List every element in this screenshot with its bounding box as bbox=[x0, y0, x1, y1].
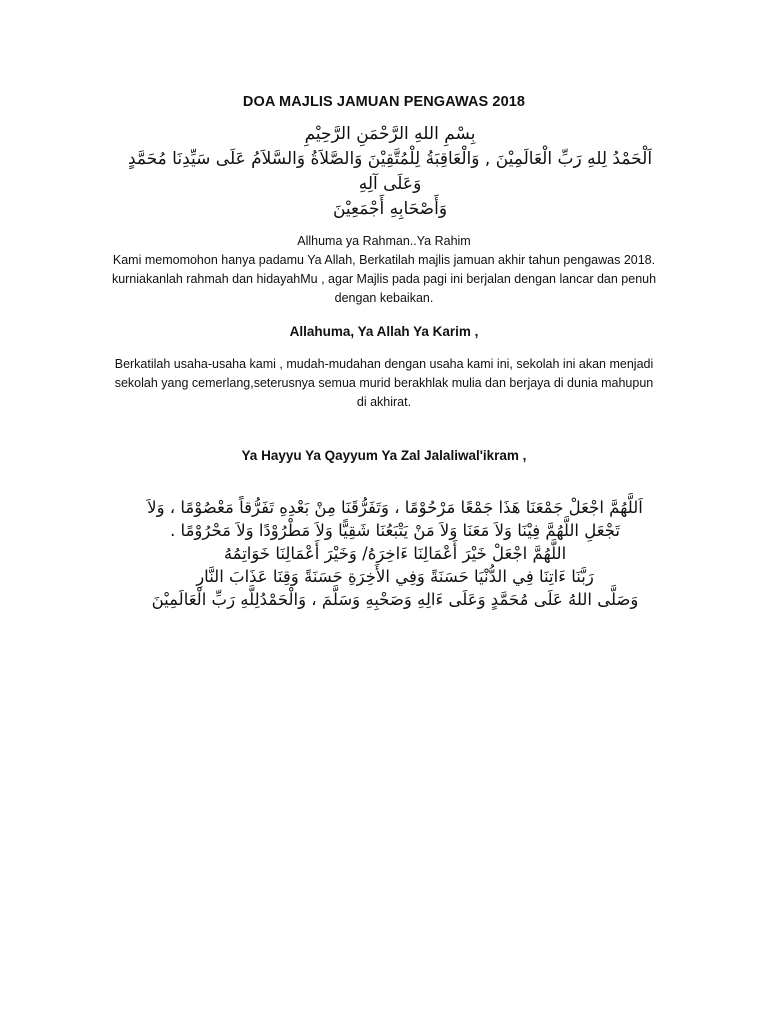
paragraph-line: sekolah yang cemerlang,seterusnya semua murid berakhlak mulia dan berjaya di dunia mahupun bbox=[114, 376, 654, 390]
heading-allahuma: Allahuma, Ya Allah Ya Karim , bbox=[289, 324, 479, 339]
document-title: DOA MAJLIS JAMUAN PENGAWAS 2018 bbox=[242, 94, 526, 110]
paragraph-line: Kami memomohon hanya padamu Ya Allah, Berkatilah majlis jamuan akhir tahun pengawas 2018. bbox=[112, 253, 656, 267]
paragraph-line: dengan kebaikan. bbox=[334, 291, 434, 305]
arabic-closing-line: وَصَلَّى اللهُ عَلَى مُحَمَّدٍ وَعَلَى ءَالِهِ وَصَحْبِهِ وَسَلَّمَ ، وَالْحَمْدُلِلَّهِ رَبِّ الْعَالَمِيْنَ bbox=[151, 590, 639, 609]
arabic-closing-line: اللَّهُمَّ اجْعَلْ خَيْرَ أَعْمَالِنَا ءَاخِرَهُ/ وَخَيْرَ أَعْمَالِنَا خَوَاتِمُهُ bbox=[223, 544, 567, 563]
arabic-opening-line: وَعَلَى آلِهِ bbox=[358, 174, 422, 194]
arabic-closing-line: رَبَّنَا ءَاتِنَا فِي الدُّنْيَا حَسَنَةً وَفِي الأَخِرَةِ حَسَنَةً وَقِنَا عَذَابَ النَّارِ bbox=[196, 567, 594, 586]
arabic-closing-line: اَللَّهُمَّ اجْعَلْ جَمْعَنَا هَذَا جَمْعًا مَرْحُوْمًا ، وَتَفَرُّقَنَا مِنْ بَعْدِهِ تَفَرُّقاً مَعْصُوْمًا ، وَلاَ bbox=[147, 498, 643, 517]
paragraph-blessing bbox=[100, 355, 668, 412]
paragraph-intro bbox=[100, 232, 668, 308]
arabic-closing-line: تَجْعَلِ اللَّهُمَّ فِيْنَا وَلاَ مَعَنَا وَلاَ مَنْ يَتْبَعُنَا شَقِيًّا وَلاَ مَطْرُوْدًا وَلاَ مَحْرُوْمًا . bbox=[170, 521, 620, 540]
paragraph-line: Allhuma ya Rahman..Ya Rahim bbox=[297, 234, 471, 248]
arabic-closing bbox=[100, 496, 690, 611]
paragraph-line: Berkatilah usaha-usaha kami , mudah-mudahan dengan usaha kami ini, sekolah ini akan menjadi bbox=[114, 357, 654, 371]
arabic-opening-line: وَأَصْحَابِهِ أَجْمَعِيْنَ bbox=[332, 199, 448, 219]
heading-ya-hayyu: Ya Hayyu Ya Qayyum Ya Zal Jalaliwal'ikram , bbox=[241, 448, 527, 463]
arabic-opening bbox=[110, 122, 670, 222]
arabic-opening-line: بِسْمِ اللهِ الرَّحْمَنِ الرَّحِيْمِ bbox=[304, 124, 476, 144]
paragraph-line: di akhirat. bbox=[356, 395, 412, 409]
paragraph-line: kurniakanlah rahmah dan hidayahMu , agar Majlis pada pagi ini berjalan dengan lancar dan penuh bbox=[111, 272, 657, 286]
arabic-opening-line: اَلْحَمْدُ لِلهِ رَبِّ الْعَالَمِيْنَ , وَالْعَاقِبَةُ لِلْمُتَّقِيْنَ وَالصَّلاَةُ وَالسَّلاَمُ عَلَى سَيِّدِنَا مُحَمَّدٍ bbox=[127, 149, 653, 169]
